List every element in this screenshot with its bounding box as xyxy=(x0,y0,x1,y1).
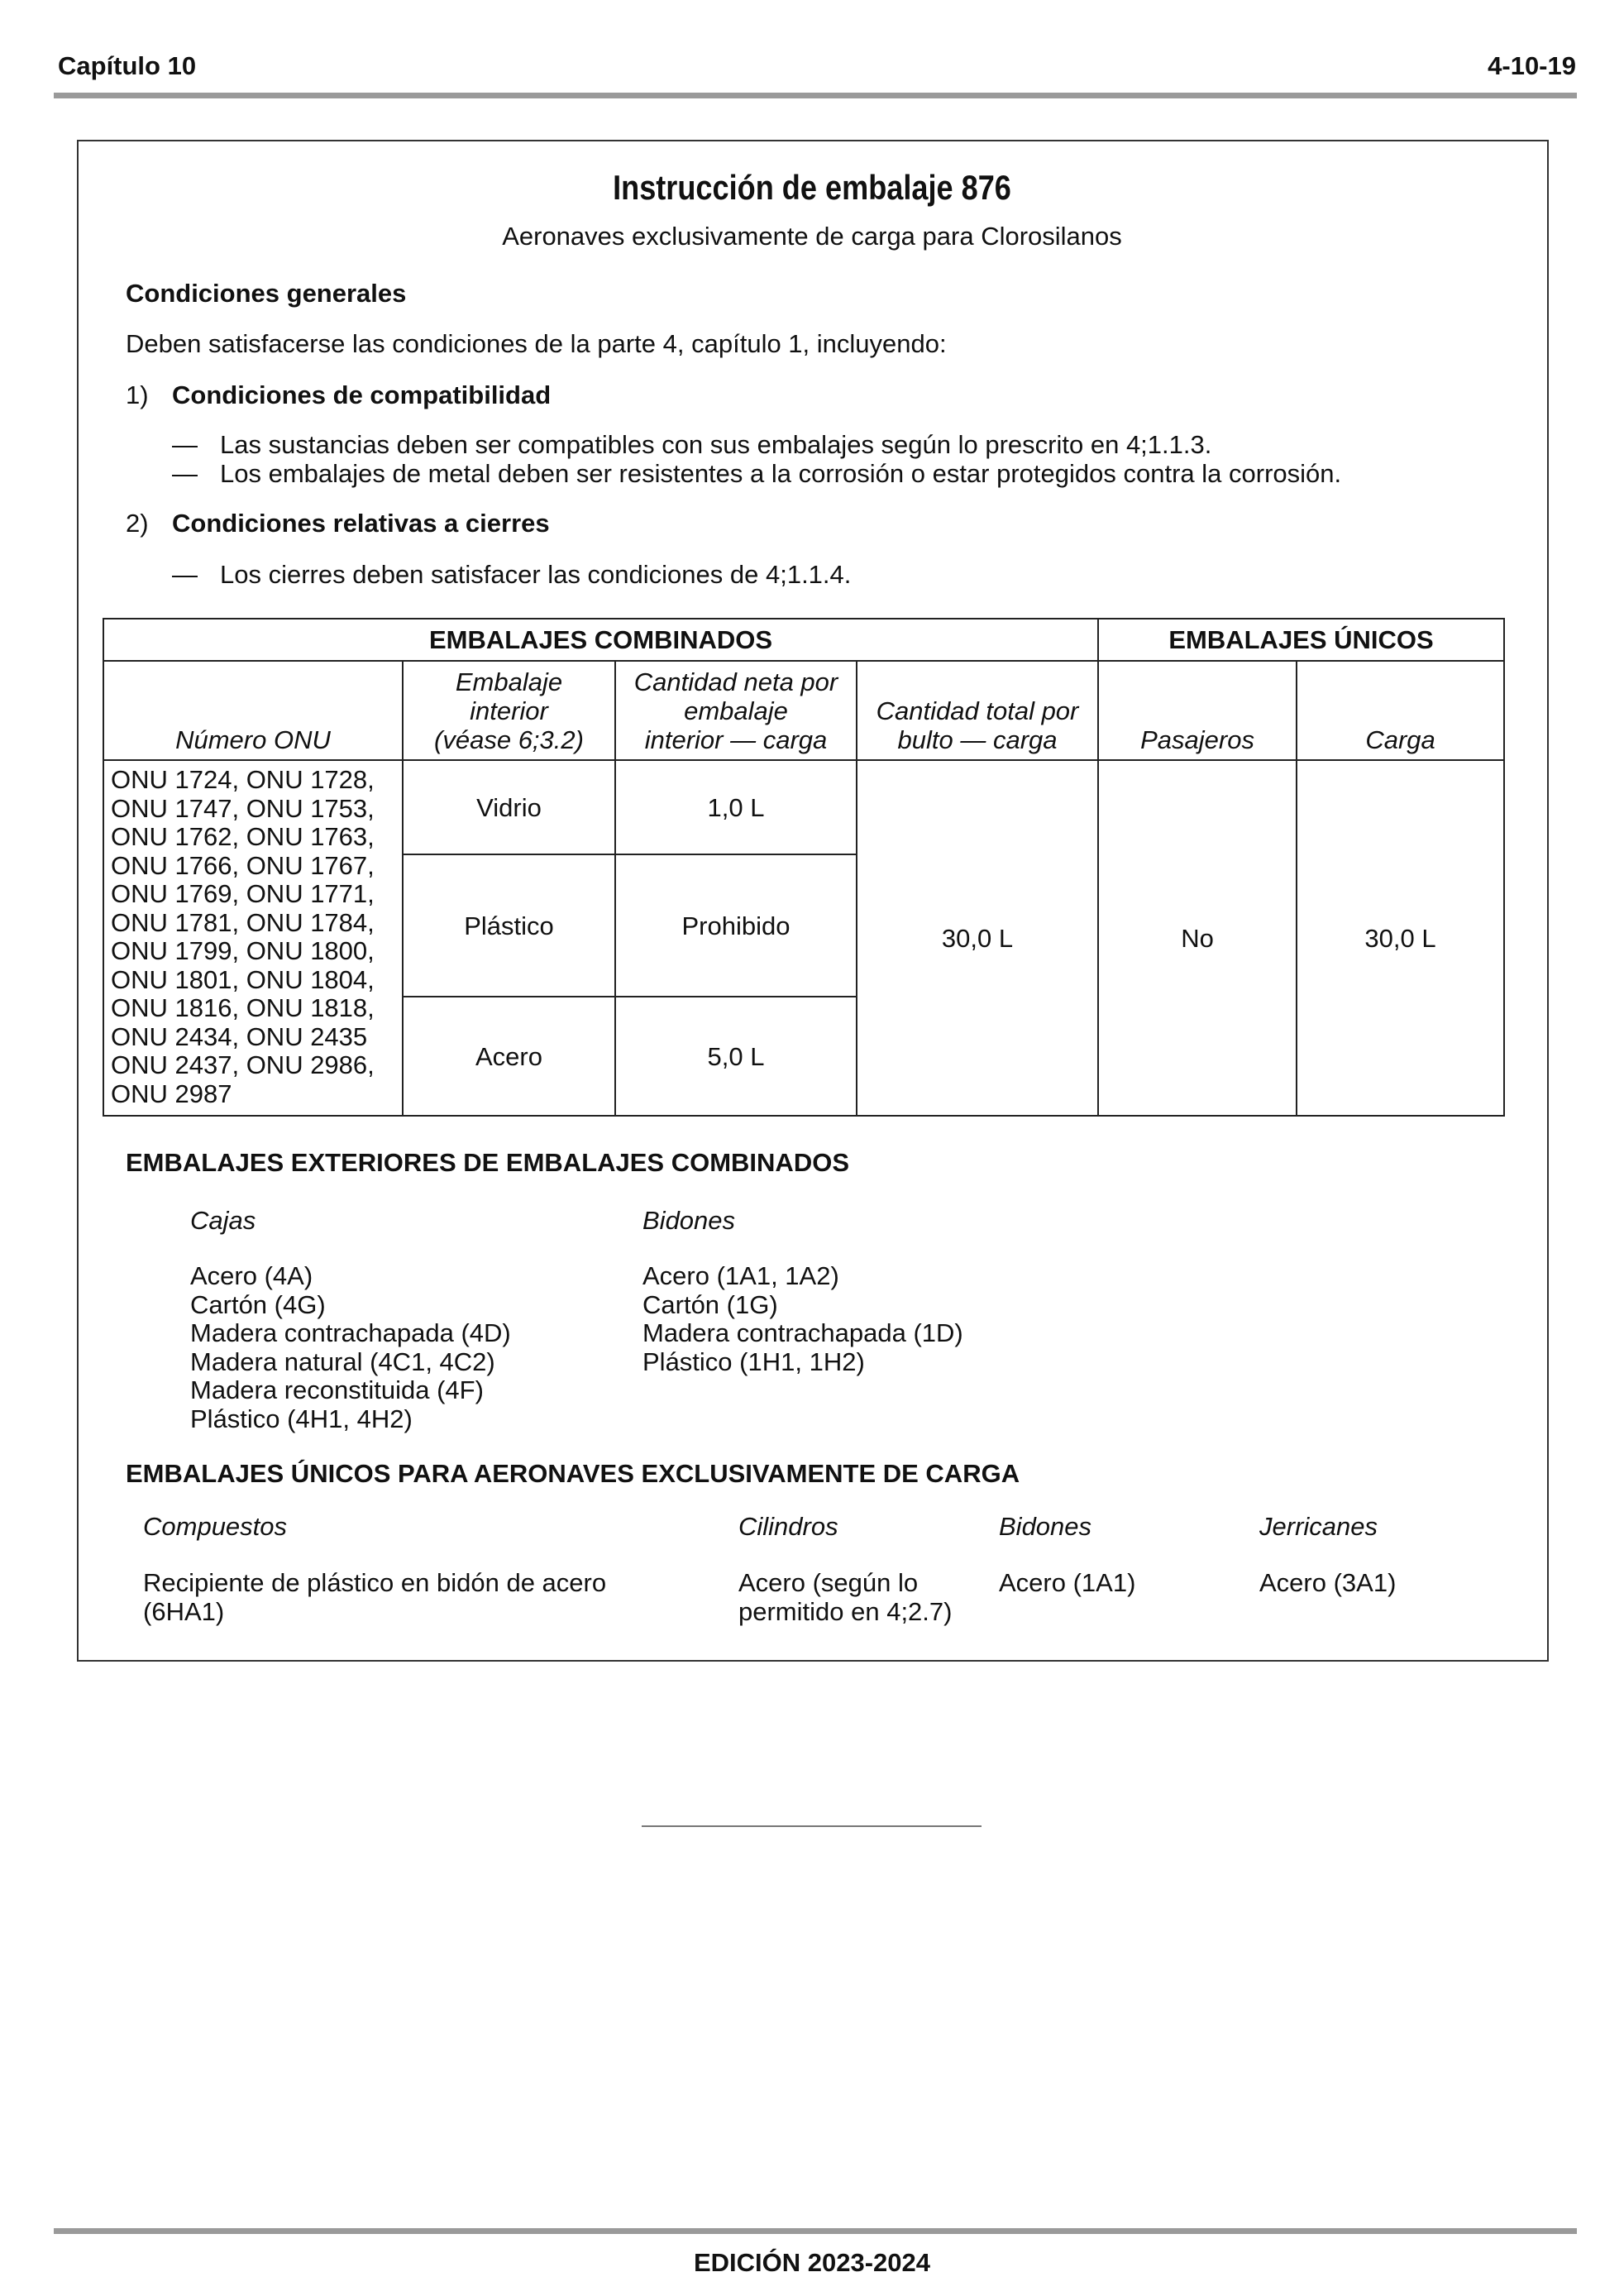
un-line: ONU 1724, ONU 1728, xyxy=(111,765,375,794)
list-item: Madera reconstituida (4F) xyxy=(190,1375,484,1404)
packaging-table xyxy=(103,618,1505,1117)
un-line: ONU 2987 xyxy=(111,1079,232,1108)
composites-label: Compuestos xyxy=(143,1512,288,1541)
col-header-total-quantity xyxy=(857,661,1098,760)
drums-list xyxy=(642,1262,963,1376)
un-line: ONU 1816, ONU 1818, xyxy=(111,993,375,1022)
inner-qty-steel: 5,0 L xyxy=(615,997,857,1116)
header-line: interior xyxy=(470,696,548,725)
col-header-inner-packaging xyxy=(403,661,615,760)
jerricans-label: Jerricanes xyxy=(1259,1512,1378,1541)
cylinders-label: Cilindros xyxy=(738,1512,838,1541)
section-2-item-1: Los cierres deben satisfacer las condiciones de 4;1.1.4. xyxy=(220,560,852,589)
col-header-net-quantity xyxy=(615,661,857,760)
header-line: Cantidad total por xyxy=(876,696,1079,725)
bullet-dash: — xyxy=(172,459,198,488)
cargo-cell: 30,0 L xyxy=(1297,760,1504,1116)
section-2-heading: Condiciones relativas a cierres xyxy=(172,509,550,538)
edition-label: EDICIÓN 2023-2024 xyxy=(693,2248,931,2277)
un-line: ONU 2437, ONU 2986, xyxy=(111,1050,375,1079)
list-item: Madera contrachapada (1D) xyxy=(642,1318,963,1347)
header-line: embalaje xyxy=(684,696,788,725)
end-of-text-rule xyxy=(642,1825,982,1827)
single-drums-label: Bidones xyxy=(999,1512,1092,1541)
list-item: Madera contrachapada (4D) xyxy=(190,1318,511,1347)
un-line: ONU 1781, ONU 1784, xyxy=(111,907,375,937)
boxes-list xyxy=(190,1262,511,1433)
instruction-title: Instrucción de embalaje 876 xyxy=(613,168,1011,207)
inner-qty-glass: 1,0 L xyxy=(615,760,857,854)
value-line: (6HA1) xyxy=(143,1596,225,1626)
single-drums-value: Acero (1A1) xyxy=(999,1568,1136,1597)
list-item: Cartón (1G) xyxy=(642,1289,778,1319)
jerricans-value: Acero (3A1) xyxy=(1259,1568,1397,1597)
un-line: ONU 2434, ONU 2435 xyxy=(111,1021,368,1051)
col-header-cargo: Carga xyxy=(1297,661,1504,760)
header-line: Embalaje xyxy=(455,667,563,696)
header-line: (véase 6;3.2) xyxy=(434,725,584,754)
section-1-number: 1) xyxy=(126,380,149,409)
value-line: Recipiente de plástico en bidón de acero xyxy=(143,1568,607,1597)
footer-rule xyxy=(54,2228,1577,2234)
list-item: Madera natural (4C1, 4C2) xyxy=(190,1347,495,1376)
list-item: Cartón (4G) xyxy=(190,1289,326,1319)
header-line: bulto — carga xyxy=(897,725,1058,754)
general-conditions-heading: Condiciones generales xyxy=(126,279,407,308)
total-quantity-cell: 30,0 L xyxy=(857,760,1098,1116)
cylinders-value xyxy=(738,1569,952,1626)
inner-qty-plastic: Prohibido xyxy=(615,854,857,997)
list-item: Plástico (1H1, 1H2) xyxy=(642,1347,865,1376)
inner-material-glass: Vidrio xyxy=(403,760,615,854)
col-header-un-number: Número ONU xyxy=(103,661,403,760)
combined-packagings-header: EMBALAJES COMBINADOS xyxy=(103,619,1098,661)
page-number: 4-10-19 xyxy=(1488,51,1576,80)
un-line: ONU 1799, ONU 1800, xyxy=(111,936,375,965)
section-1-item-1: Las sustancias deben ser compatibles con sus embalajes según lo prescrito en 4;1.1.3. xyxy=(220,430,1212,459)
col-header-passengers: Pasajeros xyxy=(1098,661,1297,760)
header-line: Cantidad neta por xyxy=(633,667,838,696)
general-conditions-intro: Deben satisfacerse las condiciones de la parte 4, capítulo 1, incluyendo: xyxy=(126,329,947,358)
instruction-subtitle: Aeronaves exclusivamente de carga para Clorosilanos xyxy=(502,222,1122,251)
list-item: Plástico (4H1, 4H2) xyxy=(190,1404,413,1433)
un-line: ONU 1747, ONU 1753, xyxy=(111,793,375,823)
single-packagings-header: EMBALAJES ÚNICOS xyxy=(1098,619,1504,661)
boxes-label: Cajas xyxy=(190,1206,256,1235)
drums-label: Bidones xyxy=(642,1206,736,1235)
un-line: ONU 1762, ONU 1763, xyxy=(111,822,375,851)
outer-packagings-heading: EMBALAJES EXTERIORES DE EMBALAJES COMBINADOS xyxy=(126,1148,849,1177)
single-packagings-heading: EMBALAJES ÚNICOS PARA AERONAVES EXCLUSIVAMENTE DE CARGA xyxy=(126,1459,1020,1488)
un-line: ONU 1801, ONU 1804, xyxy=(111,964,375,994)
un-line: ONU 1766, ONU 1767, xyxy=(111,850,375,880)
list-item: Acero (1A1, 1A2) xyxy=(642,1261,839,1290)
composites-value xyxy=(143,1569,606,1626)
header-line: interior — carga xyxy=(644,725,828,754)
section-1-heading: Condiciones de compatibilidad xyxy=(172,380,552,409)
section-1-item-2: Los embalajes de metal deben ser resistentes a la corrosión o estar protegidos contra la corrosión. xyxy=(220,459,1342,488)
un-line: ONU 1769, ONU 1771, xyxy=(111,879,375,908)
value-line: permitido en 4;2.7) xyxy=(738,1596,953,1626)
chapter-label: Capítulo 10 xyxy=(58,51,197,80)
bullet-dash: — xyxy=(172,430,198,459)
inner-material-plastic: Plástico xyxy=(403,854,615,997)
passengers-cell: No xyxy=(1098,760,1297,1116)
section-2-number: 2) xyxy=(126,509,149,538)
value-line: Acero (según lo xyxy=(738,1568,919,1597)
inner-material-steel: Acero xyxy=(403,997,615,1116)
header-rule xyxy=(54,93,1577,98)
bullet-dash: — xyxy=(172,560,198,589)
list-item: Acero (4A) xyxy=(190,1261,313,1290)
un-numbers-cell xyxy=(103,760,403,1116)
